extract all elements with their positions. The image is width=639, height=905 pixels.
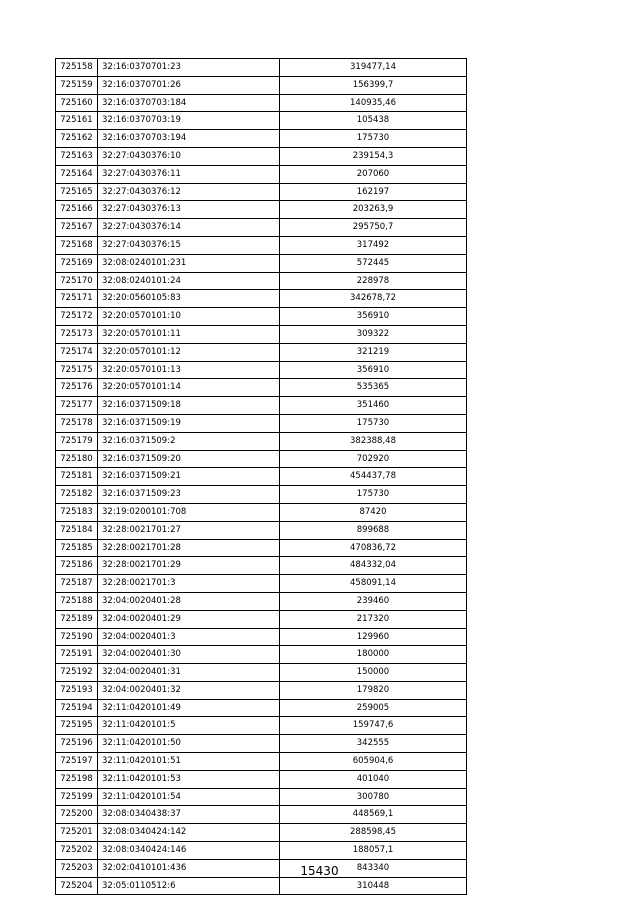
table-row [56,770,467,788]
cadastral-number-cell: 32:20:0560105:83 [98,290,280,308]
cadastral-number-cell: 32:08:0240101:24 [98,272,280,290]
table-row [56,735,467,753]
value-cell: 175730 [280,130,467,148]
table-row [56,628,467,646]
table-row [56,254,467,272]
table-row [56,664,467,682]
cadastral-number-cell: 32:16:0371509:19 [98,414,280,432]
table-row [56,308,467,326]
table-row [56,343,467,361]
value-cell: 319477,14 [280,59,467,77]
value-cell: 159747,6 [280,717,467,735]
cadastral-number-cell: 32:16:0371509:20 [98,450,280,468]
table-row [56,842,467,860]
value-cell: 300780 [280,788,467,806]
cadastral-number-cell: 32:04:0020401:31 [98,664,280,682]
cadastral-number-cell: 32:04:0020401:30 [98,646,280,664]
cadastral-number-cell: 32:16:0370701:23 [98,59,280,77]
table-row [56,325,467,343]
table-row [56,503,467,521]
value-cell: 87420 [280,503,467,521]
cadastral-number-cell: 32:20:0570101:13 [98,361,280,379]
table-row [56,753,467,771]
row-number-cell: 725179 [56,432,98,450]
cadastral-number-cell: 32:20:0570101:14 [98,379,280,397]
row-number-cell: 725195 [56,717,98,735]
table-row [56,201,467,219]
cadastral-number-cell: 32:04:0020401:29 [98,610,280,628]
value-cell: 179820 [280,681,467,699]
value-cell: 150000 [280,664,467,682]
table-row [56,486,467,504]
cadastral-number-cell: 32:11:0420101:54 [98,788,280,806]
value-cell: 535365 [280,379,467,397]
table-row [56,165,467,183]
row-number-cell: 725171 [56,290,98,308]
value-cell: 351460 [280,397,467,415]
table-row [56,432,467,450]
value-cell: 321219 [280,343,467,361]
row-number-cell: 725196 [56,735,98,753]
table-row [56,379,467,397]
value-cell: 356910 [280,361,467,379]
row-number-cell: 725201 [56,824,98,842]
row-number-cell: 725163 [56,147,98,165]
row-number-cell: 725192 [56,664,98,682]
row-number-cell: 725184 [56,521,98,539]
value-cell: 356910 [280,308,467,326]
table-row [56,521,467,539]
row-number-cell: 725176 [56,379,98,397]
row-number-cell: 725187 [56,575,98,593]
table-row [56,147,467,165]
cadastral-number-cell: 32:16:0371509:23 [98,486,280,504]
row-number-cell: 725190 [56,628,98,646]
row-number-cell: 725178 [56,414,98,432]
row-number-cell: 725183 [56,503,98,521]
cadastral-number-cell: 32:27:0430376:14 [98,219,280,237]
table-row [56,361,467,379]
cadastral-number-cell: 32:28:0021701:28 [98,539,280,557]
table-row [56,610,467,628]
row-number-cell: 725160 [56,94,98,112]
cadastral-number-cell: 32:20:0570101:11 [98,325,280,343]
table-row [56,76,467,94]
value-cell: 458091,14 [280,575,467,593]
cadastral-number-cell: 32:28:0021701:3 [98,575,280,593]
cadastral-number-cell: 32:02:0410101:436 [98,859,280,877]
cadastral-number-cell: 32:27:0430376:13 [98,201,280,219]
cadastral-number-cell: 32:11:0420101:50 [98,735,280,753]
value-cell: 310448 [280,877,467,895]
row-number-cell: 725193 [56,681,98,699]
value-cell: 180000 [280,646,467,664]
table-row [56,824,467,842]
value-cell: 239460 [280,592,467,610]
value-cell: 605904,6 [280,753,467,771]
cadastral-number-cell: 32:08:0340424:142 [98,824,280,842]
table-row [56,450,467,468]
cadastral-number-cell: 32:11:0420101:49 [98,699,280,717]
row-number-cell: 725161 [56,112,98,130]
cadastral-number-cell: 32:16:0371509:2 [98,432,280,450]
table-row [56,806,467,824]
row-number-cell: 725202 [56,842,98,860]
table-row [56,717,467,735]
row-number-cell: 725159 [56,76,98,94]
cadastral-number-cell: 32:27:0430376:11 [98,165,280,183]
row-number-cell: 725174 [56,343,98,361]
row-number-cell: 725197 [56,753,98,771]
cadastral-number-cell: 32:08:0240101:231 [98,254,280,272]
row-number-cell: 725188 [56,592,98,610]
table-row [56,130,467,148]
table-row [56,183,467,201]
value-cell: 572445 [280,254,467,272]
cadastral-number-cell: 32:08:0340438:37 [98,806,280,824]
table-row [56,414,467,432]
table-row [56,592,467,610]
cadastral-number-cell: 32:16:0371509:18 [98,397,280,415]
cadastral-number-cell: 32:27:0430376:10 [98,147,280,165]
value-cell: 843340 [280,859,467,877]
cadastral-number-cell: 32:27:0430376:15 [98,236,280,254]
value-cell: 401040 [280,770,467,788]
cadastral-number-cell: 32:20:0570101:12 [98,343,280,361]
table-row [56,877,467,895]
row-number-cell: 725182 [56,486,98,504]
table-row [56,539,467,557]
value-cell: 156399,7 [280,76,467,94]
row-number-cell: 725204 [56,877,98,895]
value-cell: 203263,9 [280,201,467,219]
table-row [56,468,467,486]
cadastral-number-cell: 32:16:0371509:21 [98,468,280,486]
row-number-cell: 725181 [56,468,98,486]
cadastral-number-cell: 32:11:0420101:5 [98,717,280,735]
value-cell: 317492 [280,236,467,254]
value-cell: 129960 [280,628,467,646]
table-row [56,290,467,308]
row-number-cell: 725158 [56,59,98,77]
cadastral-number-cell: 32:16:0370701:26 [98,76,280,94]
value-cell: 288598,45 [280,824,467,842]
value-cell: 454437,78 [280,468,467,486]
row-number-cell: 725162 [56,130,98,148]
table-row [56,236,467,254]
value-cell: 309322 [280,325,467,343]
table-row [56,646,467,664]
row-number-cell: 725180 [56,450,98,468]
cadastral-number-cell: 32:27:0430376:12 [98,183,280,201]
value-cell: 702920 [280,450,467,468]
row-number-cell: 725166 [56,201,98,219]
row-number-cell: 725189 [56,610,98,628]
value-cell: 899688 [280,521,467,539]
value-cell: 342678,72 [280,290,467,308]
cadastral-number-cell: 32:16:0370703:184 [98,94,280,112]
row-number-cell: 725185 [56,539,98,557]
row-number-cell: 725198 [56,770,98,788]
row-number-cell: 725169 [56,254,98,272]
value-cell: 382388,48 [280,432,467,450]
row-number-cell: 725199 [56,788,98,806]
row-number-cell: 725177 [56,397,98,415]
value-cell: 342555 [280,735,467,753]
value-cell: 175730 [280,414,467,432]
value-cell: 448569,1 [280,806,467,824]
row-number-cell: 725172 [56,308,98,326]
table-row [56,94,467,112]
value-cell: 239154,3 [280,147,467,165]
table-row [56,112,467,130]
row-number-cell: 725203 [56,859,98,877]
value-cell: 228978 [280,272,467,290]
row-number-cell: 725191 [56,646,98,664]
cadastral-number-cell: 32:04:0020401:32 [98,681,280,699]
row-number-cell: 725194 [56,699,98,717]
table-row [56,272,467,290]
table-row [56,699,467,717]
cadastral-number-cell: 32:28:0021701:27 [98,521,280,539]
page-number: 15430 [300,864,339,878]
value-cell: 295750,7 [280,219,467,237]
value-cell: 175730 [280,486,467,504]
cadastral-number-cell: 32:11:0420101:51 [98,753,280,771]
value-cell: 188057,1 [280,842,467,860]
row-number-cell: 725167 [56,219,98,237]
row-number-cell: 725175 [56,361,98,379]
value-cell: 217320 [280,610,467,628]
row-number-cell: 725173 [56,325,98,343]
table-row [56,557,467,575]
cadastral-number-cell: 32:08:0340424:146 [98,842,280,860]
value-cell: 140935,46 [280,94,467,112]
table-body [56,59,467,895]
cadastral-number-cell: 32:04:0020401:3 [98,628,280,646]
table-row [56,59,467,77]
cadastral-number-cell: 32:28:0021701:29 [98,557,280,575]
table-row [56,788,467,806]
table-row [56,681,467,699]
row-number-cell: 725165 [56,183,98,201]
cadastral-number-cell: 32:19:0200101:708 [98,503,280,521]
cadastral-number-cell: 32:20:0570101:10 [98,308,280,326]
cadastral-number-cell: 32:05:0110512:6 [98,877,280,895]
row-number-cell: 725186 [56,557,98,575]
row-number-cell: 725168 [56,236,98,254]
value-cell: 484332,04 [280,557,467,575]
data-table [55,58,467,895]
table-row [56,575,467,593]
value-cell: 207060 [280,165,467,183]
table-row [56,397,467,415]
cadastral-number-cell: 32:16:0370703:194 [98,130,280,148]
row-number-cell: 725170 [56,272,98,290]
value-cell: 162197 [280,183,467,201]
table-row [56,219,467,237]
value-cell: 105438 [280,112,467,130]
cadastral-number-cell: 32:04:0020401:28 [98,592,280,610]
row-number-cell: 725200 [56,806,98,824]
cadastral-number-cell: 32:16:0370703:19 [98,112,280,130]
value-cell: 470836,72 [280,539,467,557]
row-number-cell: 725164 [56,165,98,183]
value-cell: 259005 [280,699,467,717]
cadastral-number-cell: 32:11:0420101:53 [98,770,280,788]
